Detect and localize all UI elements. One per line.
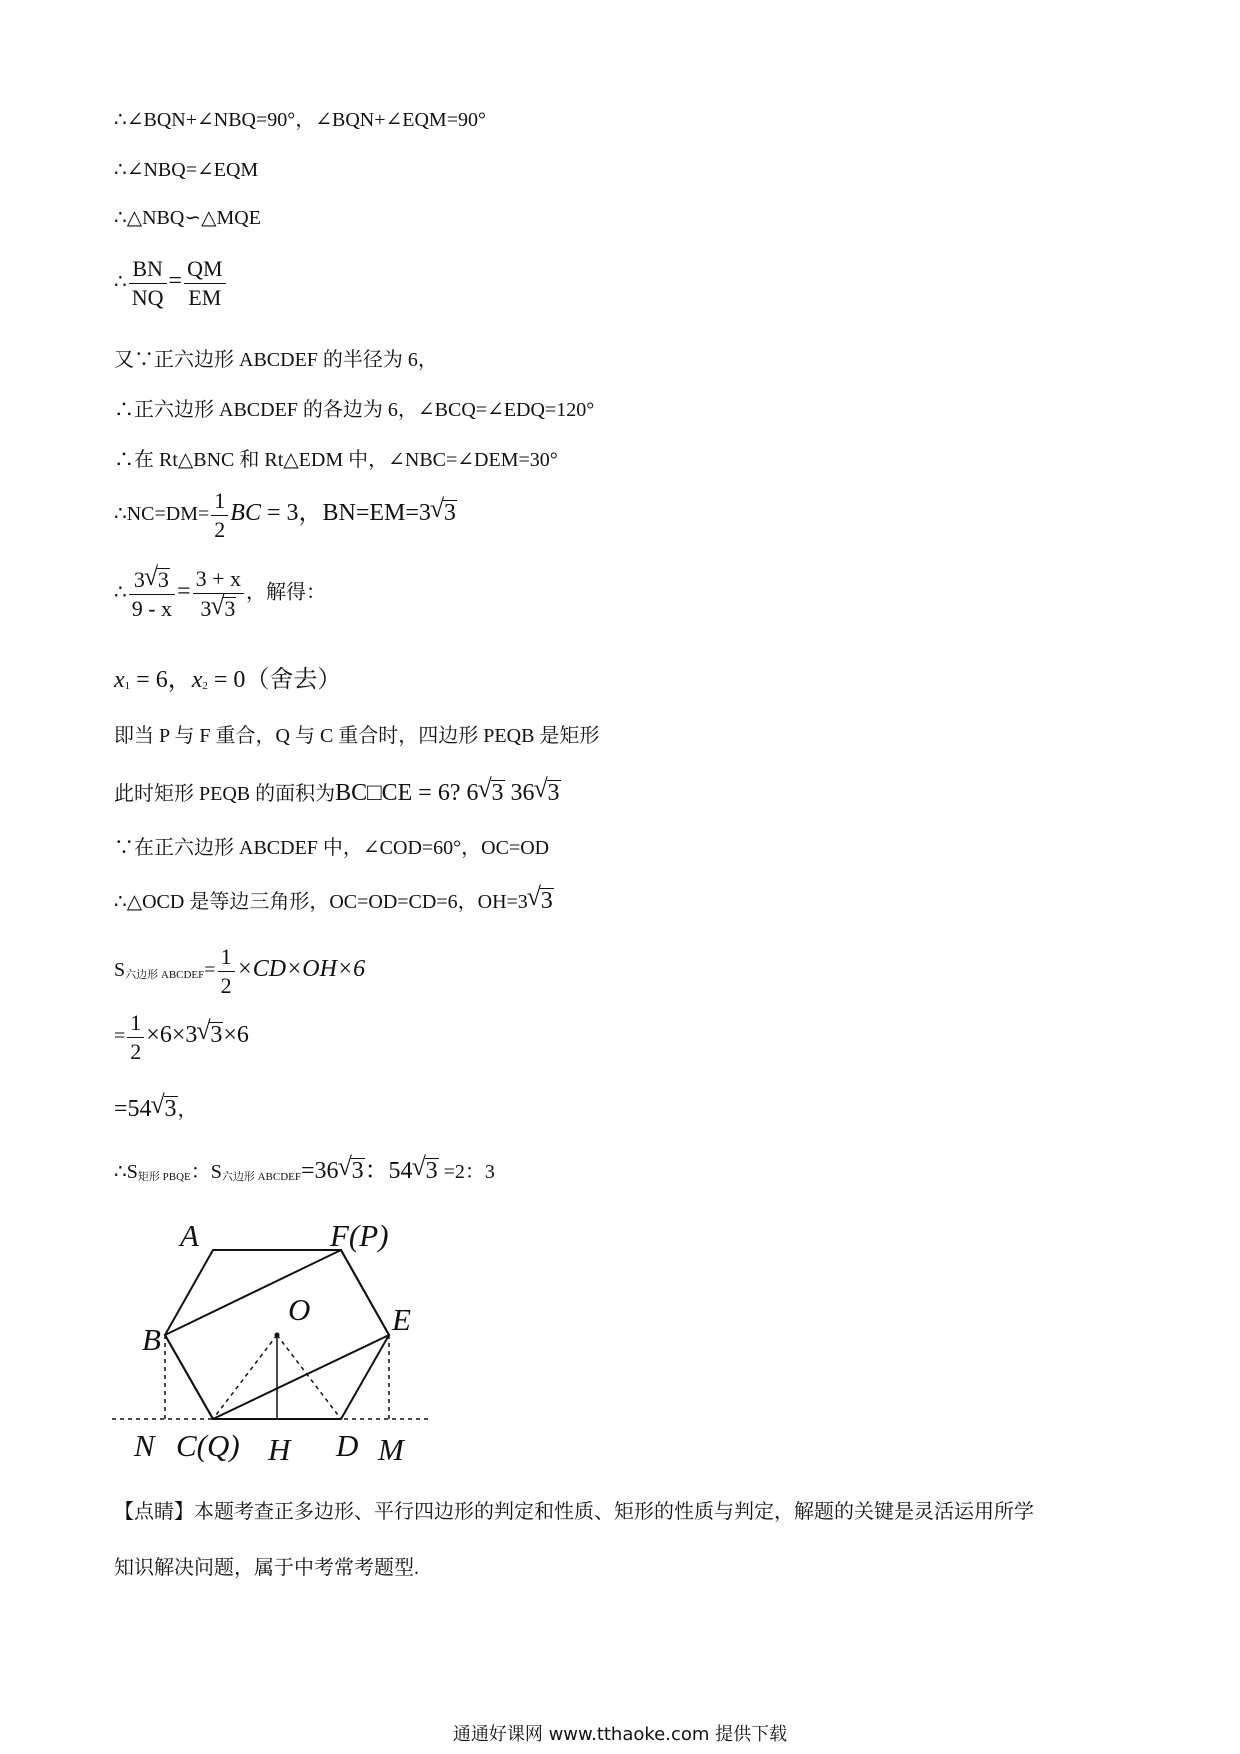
denominator: NQ	[131, 285, 164, 310]
radicand: 3	[425, 1158, 438, 1184]
line-3: ∴△NBQ∽△MQE	[114, 207, 261, 229]
fraction-one-half	[127, 1012, 144, 1063]
denominator: 2	[130, 1039, 142, 1064]
line-2: ∴∠NBQ=∠EQM	[114, 159, 259, 181]
denominator: 2	[214, 517, 226, 542]
radicand: 3	[351, 1158, 364, 1184]
line-13: ∵在正六边形 ABCDEF 中，∠COD=60°，OC=OD	[114, 837, 550, 859]
equals: =	[204, 959, 216, 982]
numerator	[129, 568, 175, 595]
equals: =	[114, 1025, 126, 1048]
radicand: 3	[443, 500, 456, 527]
subscript: 1	[124, 680, 131, 692]
numerator: 1	[127, 1012, 144, 1038]
numerator: 1	[211, 490, 228, 516]
label-d: D	[336, 1428, 359, 1463]
line-10	[114, 668, 341, 692]
line-14	[114, 888, 554, 913]
label-e: E	[392, 1302, 411, 1337]
value: = 0（舍去）	[207, 667, 342, 693]
radicand: 3	[540, 888, 553, 914]
fraction-left	[129, 568, 175, 620]
hexagon-diagram	[108, 1212, 438, 1478]
radicand: 3	[157, 567, 169, 592]
equals: =	[168, 268, 183, 295]
line-16	[114, 1012, 249, 1063]
label-b: B	[142, 1322, 161, 1357]
line-11: 即当 P 与 F 重合，Q 与 C 重合时，四边形 PEQB 是矩形	[114, 725, 600, 747]
equation-rest: = 3，BN=EM=3	[260, 500, 431, 527]
subscript: 矩形 PBQE	[137, 1171, 191, 1183]
label-f: F(P)	[330, 1218, 389, 1253]
coef: 3	[200, 596, 212, 621]
fraction-one-half	[211, 490, 228, 541]
radicand: 3	[210, 1022, 223, 1049]
coef: 3	[133, 567, 145, 592]
sqrt	[535, 780, 561, 805]
label-m: M	[378, 1432, 404, 1467]
radicand: 3	[547, 780, 560, 806]
expression: BC□CE = 6? 6	[335, 780, 479, 806]
fraction-one-half	[218, 946, 235, 997]
line-6: ∴正六边形 ABCDEF 的各边为 6，∠BCQ=∠EDQ=120°	[114, 399, 595, 421]
line-12	[114, 780, 561, 805]
equals: =	[177, 578, 191, 605]
line-15	[114, 946, 365, 997]
x2: x	[191, 667, 203, 693]
line-18	[114, 1158, 495, 1183]
line-5: 又∵正六边形 ABCDEF 的半径为 6，	[114, 349, 438, 371]
sqrt	[197, 1022, 223, 1047]
note-line-2: 知识解决问题，属于中考常考题型.	[114, 1557, 419, 1579]
label-o: O	[288, 1292, 311, 1327]
segment-oc	[213, 1335, 277, 1419]
label-n: N	[134, 1428, 155, 1463]
denominator: 2	[220, 973, 232, 998]
segment-bc: BC	[230, 500, 261, 527]
center-point	[275, 1333, 280, 1338]
sqrt	[528, 888, 554, 913]
line-4-fraction-equation	[114, 258, 228, 309]
line-17	[114, 1096, 198, 1121]
radicand: 3	[164, 1096, 177, 1122]
tail: ，	[177, 1099, 198, 1121]
value: = 6，	[130, 667, 192, 693]
expression: =54	[114, 1096, 152, 1122]
text: 此时矩形 PEQB 的面积为	[114, 783, 336, 805]
label-c: C(Q)	[176, 1428, 240, 1463]
e: =2：3	[438, 1161, 495, 1183]
prefix: ∴	[114, 581, 127, 604]
line-1: ∴∠BQN+∠NBQ=90°，∠BQN+∠EQM=90°	[114, 109, 486, 131]
prefix: ∴NC=DM=	[114, 503, 210, 526]
sqrt	[145, 568, 170, 591]
subscript: 2	[202, 680, 208, 692]
fraction-qm-em	[184, 258, 225, 309]
tail: ，解得：	[246, 581, 327, 604]
expression-mid: 36	[504, 780, 535, 806]
radicand: 3	[491, 780, 504, 806]
numerator: BN	[129, 258, 167, 284]
note-line-1: 【点睛】本题考查正多边形、平行四边形的判定和性质、矩形的性质与判定，解题的关键是灵活运用所学	[114, 1501, 1034, 1523]
subscript: 六边形 ABCDEF	[221, 1171, 302, 1183]
c: =36	[301, 1158, 339, 1184]
line-8	[114, 490, 457, 541]
numerator: 3 + x	[193, 568, 244, 594]
x1: x	[114, 667, 125, 693]
numerator: QM	[184, 258, 225, 284]
sqrt	[211, 597, 236, 620]
a: ∴S	[114, 1161, 138, 1183]
expression: ×CD×OH×6	[236, 956, 366, 983]
sqrt	[339, 1158, 365, 1183]
s: S	[114, 959, 126, 982]
label-h: H	[268, 1432, 291, 1467]
fraction-right	[193, 568, 244, 620]
line-9	[114, 568, 326, 620]
expression: ×6×3	[146, 1022, 198, 1049]
denominator: 9 - x	[131, 596, 173, 621]
d: ：54	[364, 1158, 413, 1184]
prefix: ∴	[114, 271, 127, 294]
footer: 通通好课网 www.tthaoke.com 提供下载	[452, 1724, 788, 1745]
sqrt	[152, 1096, 178, 1121]
sqrt	[431, 500, 457, 525]
denominator	[193, 594, 244, 620]
numerator: 1	[218, 946, 235, 972]
fraction-bn-nq	[129, 258, 167, 309]
segment-od	[277, 1335, 341, 1419]
b: ：S	[190, 1161, 222, 1183]
text: ∴△OCD 是等边三角形，OC=OD=CD=6，OH=3	[114, 891, 528, 913]
denominator: EM	[188, 285, 222, 310]
label-a: A	[180, 1218, 199, 1253]
sqrt	[413, 1158, 439, 1183]
line-7: ∴在 Rt△BNC 和 Rt△EDM 中，∠NBC=∠DEM=30°	[114, 449, 558, 471]
radicand: 3	[224, 596, 236, 621]
sqrt	[479, 780, 505, 805]
tail: ×6	[223, 1022, 249, 1049]
subscript: 六边形 ABCDEF	[125, 969, 205, 982]
